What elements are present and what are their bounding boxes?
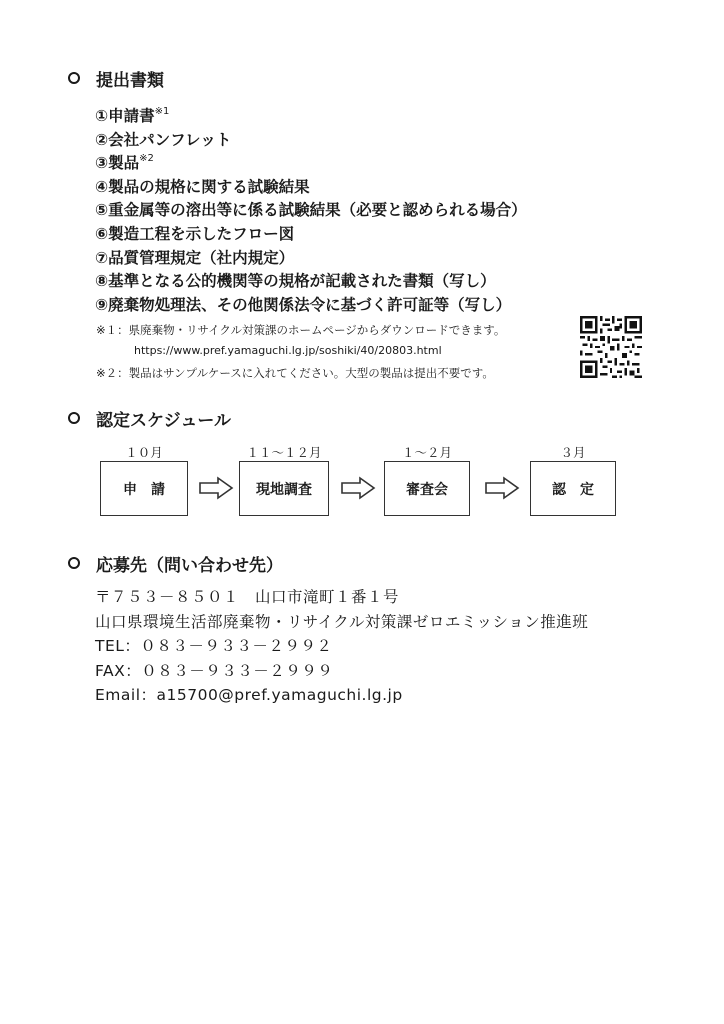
section-title: 提出書類 xyxy=(96,70,164,91)
step-box-certify: 認 定 xyxy=(530,461,616,516)
right-arrow-icon xyxy=(340,476,376,500)
list-item: ⑦品質管理規定（社内規定） xyxy=(95,248,295,267)
section-heading-schedule xyxy=(68,405,231,431)
qr-code-icon[interactable] xyxy=(580,316,642,378)
section-heading-contact xyxy=(68,550,283,576)
step-month-2: １１～１２月 xyxy=(246,445,322,460)
tel-number: TEL：０８３－９３３－２９９２ xyxy=(95,637,333,655)
circle-bullet-icon xyxy=(68,557,80,569)
postal-address: 〒７５３－８５０１ 山口市滝町１番１号 xyxy=(95,588,400,606)
list-item: ③製品$^{※2}$ xyxy=(95,153,154,173)
step-box-apply: 申 請 xyxy=(100,461,188,516)
circle-bullet-icon xyxy=(68,412,80,424)
section-heading-documents xyxy=(68,65,164,91)
fax-number: FAX：０８３－９３３－２９９９ xyxy=(95,661,334,680)
step-month-3: １～２月 xyxy=(401,445,452,460)
step-month-1: １０月 xyxy=(125,445,163,460)
list-item: ⑧基準となる公的機関等の規格が記載された書類（写し） xyxy=(95,272,496,291)
section-title: 認定スケジュール xyxy=(96,410,231,431)
list-item: ⑨廃棄物処理法、その他関係法令に基づく許可証等（写し） xyxy=(95,295,512,314)
list-item: ④製品の規格に関する試験結果 xyxy=(95,177,310,196)
note-ref: ※1 xyxy=(154,106,170,117)
list-item: ⑥製造工程を示したフロー図 xyxy=(95,224,295,243)
email-address[interactable]: Email：a15700@pref.yamaguchi.lg.jp xyxy=(95,686,403,704)
list-item: ⑤重金属等の溶出等に係る試験結果（必要と認められる場合） xyxy=(95,201,527,220)
footnote-2: ※２：製品はサンプルケースに入れてください。大型の製品は提出不要です。 xyxy=(96,366,494,380)
document-list xyxy=(95,105,527,317)
step-box-site-survey: 現地調査 xyxy=(239,461,329,516)
step-box-review: 審査会 xyxy=(384,461,470,516)
right-arrow-icon xyxy=(198,476,234,500)
department-name: 山口県環境生活部廃棄物・リサイクル対策課ゼロエミッション推進班 xyxy=(95,612,589,631)
contact-block xyxy=(95,585,588,708)
list-item: ②会社パンフレット xyxy=(95,130,232,149)
right-arrow-icon xyxy=(484,476,520,500)
step-month-4: ３月 xyxy=(560,445,586,460)
note-ref: ※2 xyxy=(139,153,154,165)
circle-bullet-icon xyxy=(68,72,80,84)
section-title: 応募先（問い合わせ先） xyxy=(96,555,283,576)
footnote-1: ※１：県廃棄物・リサイクル対策課のホームページからダウンロードできます。 xyxy=(96,323,506,337)
download-url-link[interactable]: https://www.pref.yamaguchi.lg.jp/soshiki/40/20803.html xyxy=(134,344,442,357)
list-item: ①申請書$^{※1}$ xyxy=(95,106,170,125)
